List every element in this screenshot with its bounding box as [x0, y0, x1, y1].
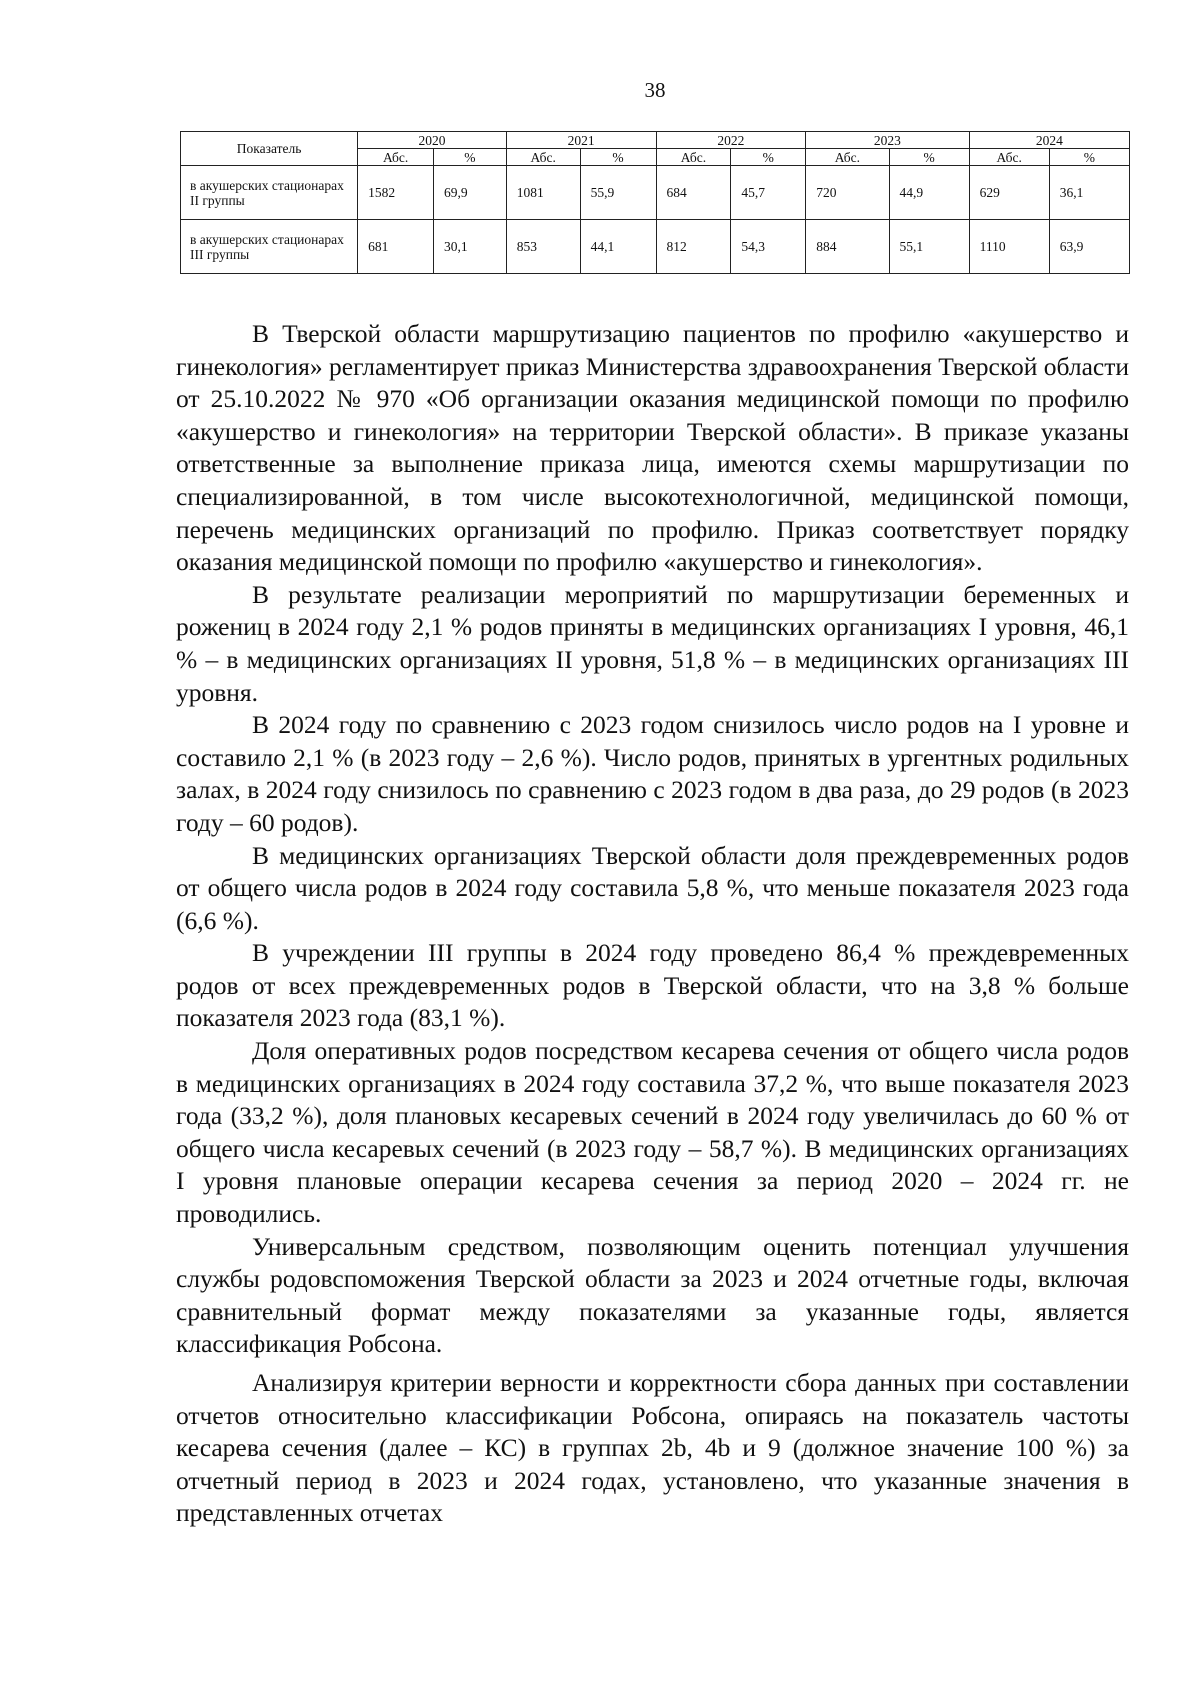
table-cell: 629: [969, 166, 1049, 220]
paragraph-routing-results: В результате реализации мероприятий по маршрутизации беременных и рожениц в 2024 году 2,1 % родов приняты в медицинских организациях I уровня, 46,1 % – в медицинских организациях II уровня, 51,8 % – в медицинских организациях III уровня.: [176, 579, 1129, 707]
table-header-years: [181, 132, 1130, 149]
sub-header-abs: Абс.: [506, 149, 580, 166]
page-number: 38: [644, 78, 666, 102]
table-row: [181, 220, 1130, 274]
paragraph-robson-analysis: Анализируя критерии верности и корректности сбора данных при составлении отчетов относительно классификации Робсона, опираясь на показатель частоты кесарева сечения (далее – КС) в группах 2b, 4b и 9 (должное значение 100 %) за отчетный период в 2023 и 2024 годах, установлено, что указанные значения в представленных отчетах: [176, 1368, 1129, 1528]
table-cell: 36,1: [1049, 166, 1129, 220]
year-header: 2022: [656, 132, 806, 149]
table-cell: 69,9: [434, 166, 507, 220]
paragraph-level-one-births: В 2024 году по сравнению с 2023 годом снизилось число родов на I уровне и составило 2,1 % (в 2023 году – 2,6 %). Число родов, принятых в ургентных родильных залах, в 2024 году снизилось по сравнению с 2023 годом в два раза, до 29 родов (в 2023 году – 60 родов).: [176, 710, 1129, 837]
table-cell: 684: [656, 166, 731, 220]
year-header: 2024: [969, 132, 1129, 149]
sub-header-percent: %: [889, 149, 969, 166]
sub-header-percent: %: [580, 149, 656, 166]
table-cell: 884: [806, 220, 889, 274]
year-header: 2021: [506, 132, 656, 149]
table-cell: 55,1: [889, 220, 969, 274]
table-cell: 1110: [969, 220, 1049, 274]
table-row: [181, 166, 1130, 220]
table-cell: 1582: [358, 166, 434, 220]
sub-header-abs: Абс.: [656, 149, 731, 166]
table-cell: 63,9: [1049, 220, 1129, 274]
paragraph-group-three-preterm: В учреждении III группы в 2024 году проведено 86,4 % преждевременных родов от всех преждевременных родов в Тверской области, что на 3,8 % больше показателя 2023 года (83,1 %).: [176, 938, 1129, 1033]
table-cell: 44,1: [580, 220, 656, 274]
table-cell: 853: [506, 220, 580, 274]
body-text: [176, 318, 1129, 1530]
paragraph-preterm-share: В медицинских организациях Тверской области доля преждевременных родов от общего числа родов в 2024 году составила 5,8 %, что меньше показателя 2023 года (6,6 %).: [176, 840, 1129, 935]
table-cell: 720: [806, 166, 889, 220]
table-header-label: Показатель: [181, 132, 358, 166]
row-label: в акушерских стационарах II группы: [181, 166, 358, 220]
table-cell: 812: [656, 220, 731, 274]
paragraph-routing-order: В Тверской области маршрутизацию пациентов по профилю «акушерство и гинекология» регламентирует приказ Министерства здравоохранения Тверской области от 25.10.2022 № 970 «Об организации оказания медицинской помощи по профилю «акушерство и гинекология» на территории Тверской области». В приказе указаны ответственные за выполнение приказа лица, имеются схемы маршрутизации по специализированной, в том числе высокотехнологичной, медицинской помощи, перечень медицинских организаций по профилю. Приказ соответствует порядку оказания медицинской помощи по профилю «акушерство и гинекология».: [176, 319, 1129, 577]
sub-header-abs: Абс.: [806, 149, 889, 166]
year-header: 2020: [358, 132, 507, 149]
sub-header-abs: Абс.: [358, 149, 434, 166]
data-table: [180, 131, 1130, 274]
table-cell: 54,3: [731, 220, 806, 274]
table-cell: 30,1: [434, 220, 507, 274]
table-cell: 55,9: [580, 166, 656, 220]
table-cell: 681: [358, 220, 434, 274]
table-cell: 45,7: [731, 166, 806, 220]
sub-header-percent: %: [1049, 149, 1129, 166]
paragraph-cesarean-share: Доля оперативных родов посредством кесарева сечения от общего числа родов в медицинских организациях в 2024 году составила 37,2 %, что выше показателя 2023 года (33,2 %), доля плановых кесаревых сечений в 2024 году увеличилась до 60 % от общего числа кесаревых сечений (в 2023 году – 58,7 %). В медицинских организациях I уровня плановые операции кесарева сечения за период 2020 – 2024 гг. не проводились.: [176, 1036, 1129, 1229]
year-header: 2023: [806, 132, 969, 149]
paragraph-robson-tool: Универсальным средством, позволяющим оценить потенциал улучшения службы родовспоможения Тверской области за 2023 и 2024 отчетные годы, включая сравнительный формат между показателями за указанные годы, является классификация Робсона.: [176, 1231, 1129, 1359]
sub-header-percent: %: [731, 149, 806, 166]
table-cell: 44,9: [889, 166, 969, 220]
row-label: в акушерских стационарах III группы: [181, 220, 358, 274]
sub-header-abs: Абс.: [969, 149, 1049, 166]
table-cell: 1081: [506, 166, 580, 220]
sub-header-percent: %: [434, 149, 507, 166]
